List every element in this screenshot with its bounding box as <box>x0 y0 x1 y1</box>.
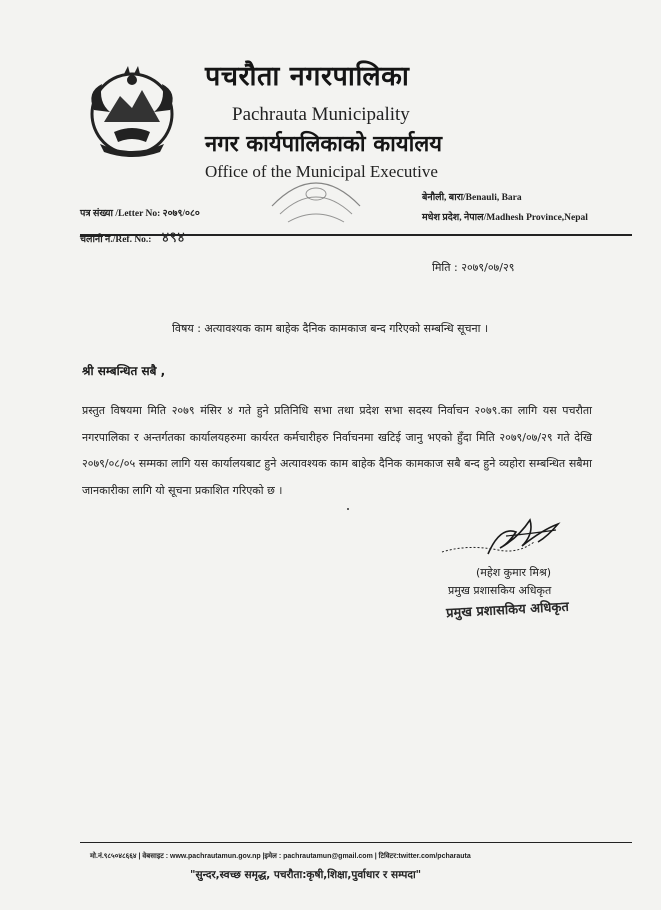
header-divider <box>80 234 632 236</box>
ref-no-value: ४९४ <box>161 228 185 246</box>
letter-date: मिति : २०७९/०७/२९ <box>432 261 515 274</box>
signature-scribble <box>438 514 568 568</box>
footer-divider <box>80 842 632 843</box>
address-line-2: मधेश प्रदेश, नेपाल/Madhesh Province,Nepal <box>422 213 588 223</box>
designation-stamp: प्रमुख प्रशासकिय अधिकृत <box>445 599 570 622</box>
office-seal-stamp <box>268 166 364 228</box>
letter-number: पत्र संख्या /Letter No: २०७९/०८० <box>80 209 200 219</box>
nepal-emblem-icon <box>80 62 184 166</box>
address-line-1: बेनौली, बारा/Benauli, Bara <box>422 193 522 203</box>
footer-contact: मो.नं.९८५०४८६६४ | वेबसाइट : www.pachrautamun.gov.np |इमेल : pachrautamun@gmail.com | टिविटर:twitter.com/pcharauta <box>90 853 471 860</box>
municipality-name-en: Pachrauta Municipality <box>232 104 410 125</box>
letter-salutation: श्री सम्बन्धित सबै , <box>82 364 166 378</box>
footer-motto: "सुन्दर,स्वच्छ समृद्ध, पचरौता:कृषी,शिक्षा,पुर्वाधार र सम्पदा" <box>190 869 422 881</box>
letter-body: प्रस्तुत विषयमा मिति २०७९ मंसिर ४ गते हुने प्रतिनिधि सभा तथा प्रदेश सभा सदस्य निर्वाचन २०७९.का लागि यस पचरौता नगरपालिका र अन्तर्गतका कार्यालयहरुमा कार्यरत कर्मचारीहरु निर्वाचनमा खटिई जानु भएको हुँदा मिति २०७९/०७/२९ गते देखि २०७९/०८/०५ सम्मका लागि यस कार्यालयबाट हुने अत्यावश्यक काम बाहेक दैनिक कामकाज सबै बन्द हुने व्यहोरा सम्बन्धित सबैमा जानकारीका लागि यो सूचना प्रकाशित गरिएको छ । <box>82 404 592 497</box>
ref-no-label: चलानी नं./Ref. No.: <box>80 235 152 245</box>
speck <box>347 508 349 510</box>
reference-number <box>80 227 185 247</box>
office-name-np: नगर कार्यपालिकाको कार्यालय <box>205 132 442 157</box>
office-name-en: Office of the Municipal Executive <box>205 162 438 181</box>
signatory-title: प्रमुख प्रशासकिय अधिकृत <box>448 584 552 597</box>
letter-subject: विषय : अत्यावश्यक काम बाहेक दैनिक कामकाज बन्द गरिएको सम्बन्धि सूचना । <box>172 322 489 335</box>
signatory-name: (महेश कुमार मिश्र) <box>476 566 552 579</box>
municipality-name-np: पचरौता नगरपालिका <box>205 61 410 92</box>
